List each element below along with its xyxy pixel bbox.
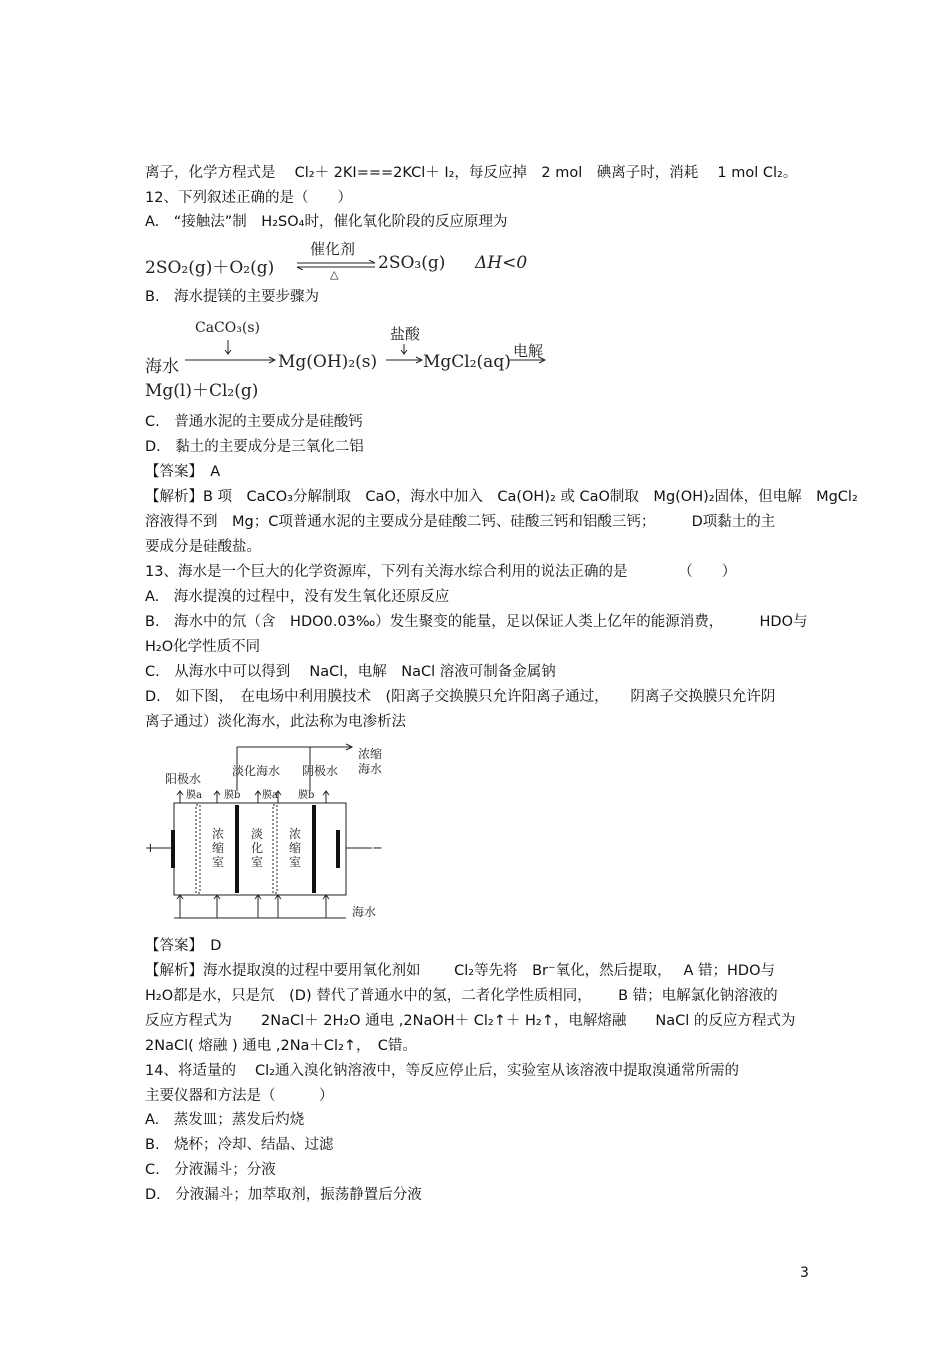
room-fresh-char: 室 (250, 855, 264, 869)
label-membrane-a: 膜a (186, 790, 202, 801)
mg-scheme (145, 318, 555, 401)
reagent-caco3: CaCO₃(s) (195, 320, 260, 336)
eq-left: 2SO₂(g)＋O₂(g) (145, 258, 275, 278)
room-conc-char: 室 (288, 855, 302, 869)
explanation-13: 反应方程式为 2NaCl＋ 2H₂O 通电 ,2NaOH＋ Cl₂↑＋ H₂↑，电解熔融 NaCl 的反应方程式为 (145, 1013, 796, 1029)
text-line: 离子，化学方程式是 Cl₂＋ 2KI===2KCl＋ I₂，每反应掉 2 mol 碘离子时，消耗 1 mol Cl₂。 (145, 165, 798, 181)
page-number: 3 (800, 1265, 809, 1281)
option-a: A. 蒸发皿；蒸发后灼烧 (145, 1112, 305, 1128)
label-membrane-b: 膜b (224, 790, 241, 801)
room-conc-char: 浓 (288, 827, 302, 841)
anode-electrode (171, 830, 175, 868)
label-membrane-b: 膜b (298, 790, 315, 801)
option-c: C. 分液漏斗；分液 (145, 1162, 276, 1178)
room-conc-char: 浓 (211, 827, 225, 841)
electrodialysis-diagram (140, 742, 390, 922)
label-cathode-water: 阴极水 (302, 764, 339, 778)
minus-sign: − (372, 841, 383, 856)
option-b: B. 海水中的氘（含 HDO0.03‰）发生聚变的能量，足以保证人类上亿年的能源消费， HDO与 (145, 614, 808, 630)
room-conc-char: 缩 (211, 841, 225, 855)
label-conc-water: 浓缩 (358, 747, 383, 761)
membrane-a (196, 805, 200, 893)
explanation-13: H₂O都是水，只是氘 (D) 替代了普通水中的氢，二者化学性质相同， B 错；电解氯化钠溶液的 (145, 988, 778, 1004)
eq-catalyst: 催化剂 (310, 240, 356, 258)
option-b: B. 海水提镁的主要步骤为 (145, 289, 320, 305)
option-d: 离子通过）淡化海水，此法称为电渗析法 (145, 714, 406, 730)
label-membrane-a: 膜a (262, 790, 278, 801)
explanation-12: 要成分是硅酸盐。 (145, 539, 261, 555)
scheme-electrolysis: 电解 (513, 342, 544, 360)
membrane-a (273, 805, 277, 893)
explanation-12: 溶液得不到 Mg；C项普通水泥的主要成分是硅酸二钙、硅酸三钙和铝酸三钙； D项黏土的主 (145, 514, 776, 530)
eq-heat: △ (330, 268, 339, 281)
label-conc-water: 海水 (358, 762, 383, 776)
room-fresh-char: 化 (250, 841, 264, 855)
membrane-b (235, 805, 239, 893)
label-anode-water: 阳极水 (165, 772, 202, 786)
cathode-electrode (336, 830, 340, 868)
arrow-icon (385, 344, 425, 368)
eq-dh: ΔH<0 (475, 253, 528, 273)
explanation-13: 【解析】海水提取溴的过程中要用氧化剂如 Cl₂等先将 Br⁻氧化，然后提取， A 错；HDO与 (145, 963, 776, 979)
scheme-mgoh2: Mg(OH)₂(s) (278, 352, 378, 372)
room-fresh-char: 淡 (250, 827, 264, 841)
answer-12: 【答案】 A (145, 464, 221, 480)
option-a: A. 海水提溴的过程中，没有发生氧化还原反应 (145, 589, 450, 605)
option-b: B. 烧杯；冷却、结晶、过滤 (145, 1137, 334, 1153)
question-12: 12、下列叙述正确的是（ ） (145, 190, 352, 206)
explanation-13: 2NaCl( 熔融 ) 通电 ,2Na＋Cl₂↑， C错。 (145, 1038, 417, 1054)
option-d: D. 黏土的主要成分是三氧化二铝 (145, 439, 364, 455)
arrow-icon (508, 356, 548, 366)
answer-13: 【答案】 D (145, 938, 222, 954)
arrow-icon (183, 338, 283, 368)
option-d: D. 如下图， 在电场中利用膜技术 (阳离子交换膜只允许阳离子通过， 阴离子交换膜只允许阴 (145, 689, 776, 705)
scheme-product: Mg(l)＋Cl₂(g) (145, 381, 259, 401)
plus-sign: + (145, 841, 156, 856)
so2-equation (145, 238, 545, 281)
option-c: C. 普通水泥的主要成分是硅酸钙 (145, 414, 363, 430)
question-14: 14、将适量的 Cl₂通入溴化钠溶液中，等反应停止后，实验室从该溶液中提取溴通常所需的 (145, 1063, 740, 1079)
room-conc-char: 室 (211, 855, 225, 869)
membrane-b (312, 805, 316, 893)
option-a: A. “接触法”制 H₂SO₄时，催化氧化阶段的反应原理为 (145, 214, 508, 230)
question-14: 主要仪器和方法是（ ） (145, 1088, 334, 1104)
label-seawater: 海水 (352, 905, 377, 919)
eq-right: 2SO₃(g) (378, 253, 446, 273)
option-c: C. 从海水中可以得到 NaCl，电解 NaCl 溶液可制备金属钠 (145, 664, 556, 680)
scheme-mgcl2: MgCl₂(aq) (423, 352, 511, 372)
scheme-seawater: 海水 (145, 357, 179, 377)
reagent-hcl: 盐酸 (390, 325, 421, 343)
room-conc-char: 缩 (288, 841, 302, 855)
explanation-12: 【解析】B 项 CaCO₃分解制取 CaO，海水中加入 Ca(OH)₂ 或 CaO制取 Mg(OH)₂固体，但电解 MgCl₂ (145, 489, 858, 505)
option-b: H₂O化学性质不同 (145, 639, 261, 655)
question-13: 13、海水是一个巨大的化学资源库，下列有关海水综合利用的说法正确的是 （ ） (145, 564, 737, 580)
option-d: D. 分液漏斗；加萃取剂，振荡静置后分液 (145, 1187, 422, 1203)
label-fresh-water: 淡化海水 (232, 764, 281, 778)
